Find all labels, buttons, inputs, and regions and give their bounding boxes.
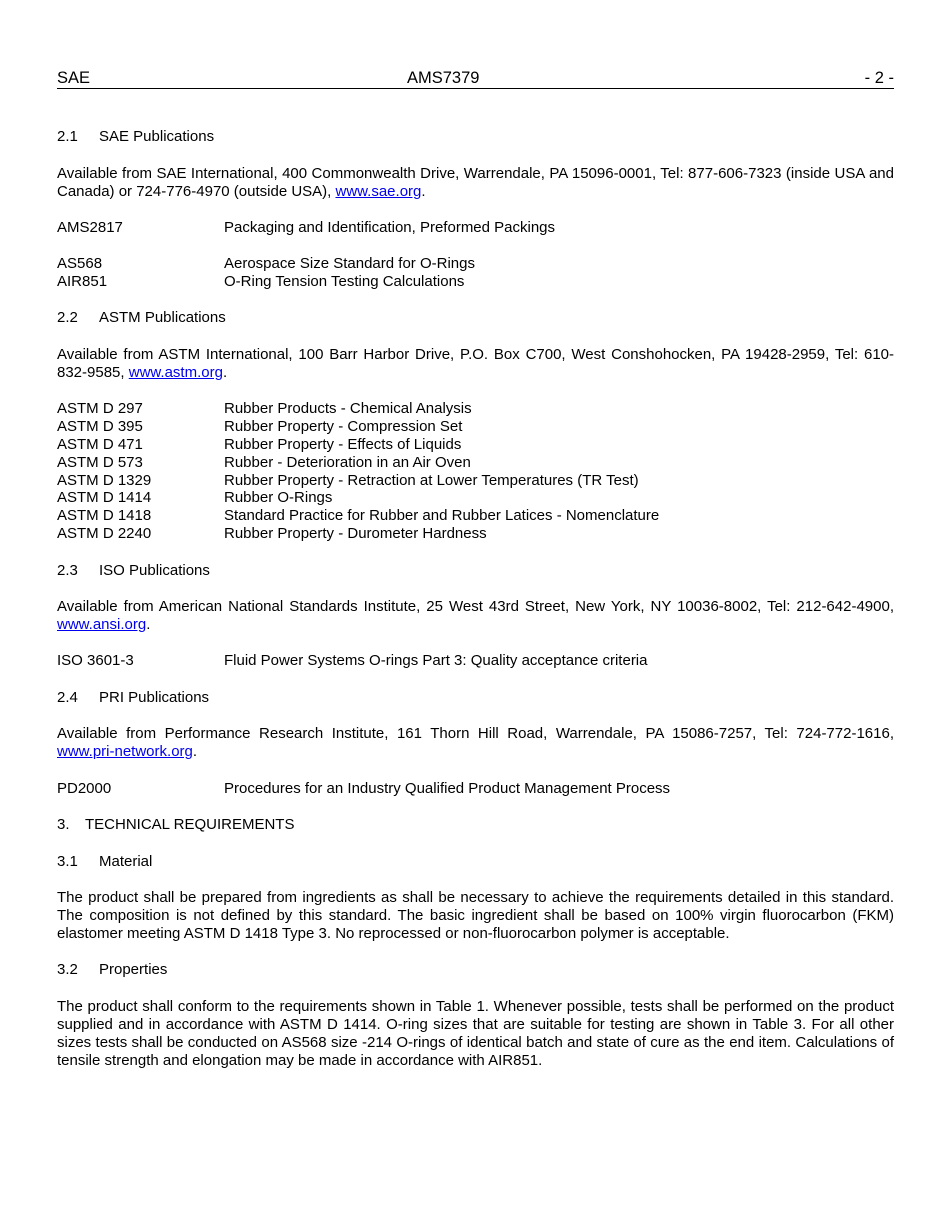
availability-text: Available from ASTM International, 100 Barr Harbor Drive, P.O. Box C700, West Conshohocken, PA 19428-2959, Tel: 610-832-9585, <box>57 346 894 381</box>
reference-id: AIR851 <box>57 273 108 290</box>
section-3-1-body: The product shall be prepared from ingredients as shall be necessary to achieve the requirements detailed in this standard. The composition is not defined by this standard. The basic ingredient shall be based on 100% virgin fluorocarbon (FKM) elastomer meeting ASTM D 1418 Type 3. No reprocessed or non-fluorocarbon polymer is acceptable. <box>57 889 894 942</box>
reference-id: ASTM D 573 <box>57 454 143 471</box>
reference-title: Rubber Products - Chemical Analysis <box>224 400 472 417</box>
reference-title: Packaging and Identification, Preformed Packings <box>224 219 556 236</box>
reference-id: ASTM D 395 <box>57 418 143 435</box>
reference-row <box>57 400 894 418</box>
reference-row <box>57 780 894 798</box>
reference-title: Rubber Property - Effects of Liquids <box>224 436 462 453</box>
astm-link[interactable]: www.astm.org <box>128 364 223 381</box>
reference-title: Fluid Power Systems O-rings Part 3: Quality acceptance criteria <box>224 652 648 669</box>
page-header <box>57 68 894 89</box>
section-2-4-heading <box>57 689 894 707</box>
section-2-1-heading <box>57 128 894 146</box>
availability-end: . <box>222 364 228 381</box>
reference-id: ASTM D 1414 <box>57 489 152 506</box>
availability-text: Available from American National Standards Institute, 25 West 43rd Street, New York, NY 10036-8002, Tel: 212-642-4900, <box>57 598 894 615</box>
reference-row <box>57 454 894 472</box>
reference-id: AS568 <box>57 255 103 272</box>
availability-text: Available from Performance Research Institute, 161 Thorn Hill Road, Warrendale, PA 15086-7257, Tel: 724-772-1616, <box>57 725 894 742</box>
pri-network-link[interactable]: www.pri-network.org <box>57 743 193 760</box>
section-number: 3. <box>57 816 70 833</box>
reference-title: Standard Practice for Rubber and Rubber Latices - Nomenclature <box>224 507 660 524</box>
section-3-2-body: The product shall conform to the requirements shown in Table 1. Whenever possible, tests shall be performed on the product supplied and in accordance with ASTM D 1414. O-ring sizes that are suitable for testing are shown in Table 3. For all other sizes tests shall be conducted on AS568 size -214 O-rings of identical batch and state of cure as the end item. Calculations of tensile strength and elongation may be made in accordance with AIR851. <box>57 998 894 1069</box>
reference-row <box>57 273 894 291</box>
reference-id: ASTM D 471 <box>57 436 143 453</box>
reference-id: ISO 3601-3 <box>57 652 134 669</box>
availability-end: . <box>192 743 198 760</box>
reference-id: ASTM D 1329 <box>57 472 152 489</box>
reference-row <box>57 525 894 543</box>
availability-end: . <box>146 616 151 633</box>
header-page-number: - 2 - <box>864 69 894 87</box>
reference-title: Aerospace Size Standard for O-Rings <box>224 255 475 272</box>
section-2-3-heading <box>57 562 894 580</box>
header-doc-number: AMS7379 <box>407 69 480 87</box>
ansi-link[interactable]: www.ansi.org <box>57 616 147 633</box>
reference-title: Rubber Property - Durometer Hardness <box>224 525 487 542</box>
reference-row <box>57 507 894 525</box>
section-number: 3.2 <box>57 961 78 978</box>
section-title: Properties <box>99 961 168 978</box>
reference-title: O-Ring Tension Testing Calculations <box>224 273 465 290</box>
section-title: Material <box>99 853 153 870</box>
reference-id: ASTM D 297 <box>57 400 143 417</box>
reference-row <box>57 489 894 507</box>
reference-id: AMS2817 <box>57 219 123 236</box>
section-3-1-heading <box>57 853 894 871</box>
reference-row <box>57 472 894 490</box>
reference-title: Rubber Property - Retraction at Lower Temperatures (TR Test) <box>224 472 639 489</box>
reference-title: Rubber - Deterioration in an Air Oven <box>224 454 471 471</box>
reference-row <box>57 652 894 670</box>
section-title: PRI Publications <box>99 689 210 706</box>
section-number: 2.4 <box>57 689 78 706</box>
section-title: ASTM Publications <box>99 309 226 326</box>
header-org: SAE <box>57 69 91 87</box>
section-2-4-availability <box>57 725 894 761</box>
section-2-1-availability <box>57 165 894 201</box>
reference-row <box>57 436 894 454</box>
availability-end: . <box>421 183 426 200</box>
reference-id: ASTM D 2240 <box>57 525 152 542</box>
section-number: 2.2 <box>57 309 78 326</box>
reference-title: Rubber O-Rings <box>224 489 333 506</box>
reference-row <box>57 219 894 237</box>
section-2-3-availability <box>57 598 894 634</box>
section-3-2-heading <box>57 961 894 979</box>
section-title: ISO Publications <box>99 562 210 579</box>
section-title: TECHNICAL REQUIREMENTS <box>85 816 295 833</box>
section-2-2-availability <box>57 346 894 382</box>
section-number: 2.1 <box>57 128 78 145</box>
section-2-2-heading <box>57 309 894 327</box>
reference-title: Procedures for an Industry Qualified Product Management Process <box>224 780 671 797</box>
section-3-heading <box>57 816 894 834</box>
sae-link[interactable]: www.sae.org <box>335 183 422 200</box>
availability-text: Available from SAE International, 400 Commonwealth Drive, Warrendale, PA 15096-0001, Tel: 877-606-7323 (inside USA and Canada) or 724-776-4970 (outside USA), <box>57 165 894 200</box>
reference-row <box>57 255 894 273</box>
reference-id: PD2000 <box>57 780 112 797</box>
reference-title: Rubber Property - Compression Set <box>224 418 463 435</box>
reference-row <box>57 418 894 436</box>
section-number: 3.1 <box>57 853 78 870</box>
section-title: SAE Publications <box>99 128 215 145</box>
section-number: 2.3 <box>57 562 78 579</box>
reference-id: ASTM D 1418 <box>57 507 152 524</box>
